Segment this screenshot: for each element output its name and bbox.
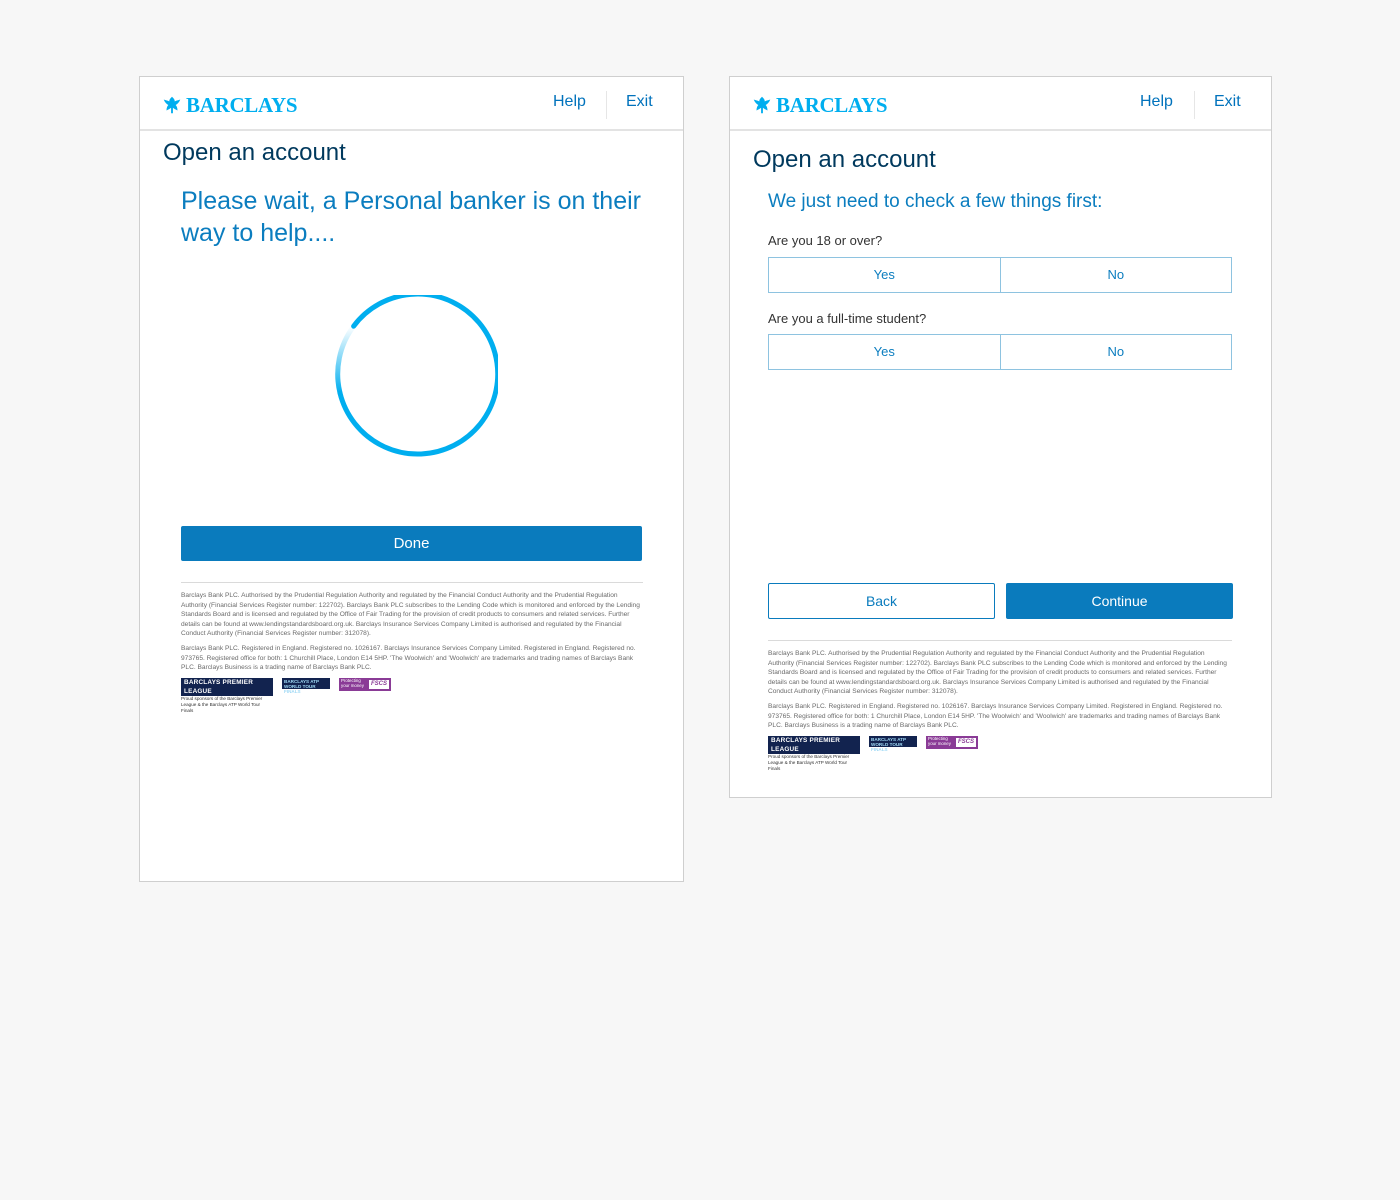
brand-name: BARCLAYS bbox=[776, 92, 888, 117]
student-yes-button[interactable]: Yes bbox=[769, 335, 1000, 369]
premier-league-logo: BARCLAYS PREMIER LEAGUE Proud sponsors of the Barclays Premier League & the Barclays ATP World Tour Finals bbox=[768, 736, 860, 771]
eagle-icon bbox=[751, 94, 773, 116]
question-age-label: Are you 18 or over? bbox=[768, 233, 883, 248]
eligibility-screen bbox=[729, 76, 1272, 798]
legal-text: Barclays Bank PLC. Registered in England. Registered no. 1026167. Barclays Insurance Services Company Limited. Registered in England. Registered no. 973765. Registered office for both: 1 Churchill Place, London E14 5HP. 'The Woolwich' and 'Woolwich' are trademarks and trading names of Barclays Bank PLC. Barclays Business is a trading name of Barclays Bank PLC. bbox=[181, 644, 636, 672]
legal-text: Barclays Bank PLC. Authorised by the Prudential Regulation Authority and regulated by the Financial Conduct Authority and the Prudential Regulation Authority (Financial Services Register number: 122702). Barclays Bank PLC subscribes to the Lending Code which is monitored and enforced by the Lending Standards Board and is licensed and regulated by the Office of Fair Trading for the provision of credit products to consumers and related services. Further details can be found at www.lendingstandardsboard.org.uk. Barclays Insurance Services Company Limited is authorised and regulated by the Financial Conduct Authority (Financial Services Register number: 312078). bbox=[768, 650, 1227, 696]
barclays-logo bbox=[161, 92, 297, 118]
continue-button[interactable]: Continue bbox=[1006, 583, 1233, 619]
sponsor-logos bbox=[768, 736, 1232, 771]
sponsor-logos bbox=[181, 678, 643, 713]
header bbox=[730, 77, 1271, 131]
header-divider bbox=[606, 91, 607, 119]
help-link[interactable]: Help bbox=[553, 93, 586, 110]
barclays-logo bbox=[751, 92, 887, 118]
exit-link[interactable]: Exit bbox=[626, 93, 653, 110]
atp-finals-logo: BARCLAYS ATP WORLD TOUR FINALS bbox=[869, 736, 917, 747]
fscs-logo: Protecting your money FSCS bbox=[926, 736, 978, 749]
legal-footer bbox=[768, 640, 1232, 771]
legal-footer bbox=[181, 582, 643, 713]
header-divider bbox=[1194, 91, 1195, 119]
loading-spinner-icon bbox=[326, 295, 498, 467]
subtitle: We just need to check a few things first: bbox=[768, 191, 1103, 212]
header bbox=[140, 77, 683, 131]
age-yes-button[interactable]: Yes bbox=[769, 258, 1000, 292]
fscs-logo: Protecting your money FSCS bbox=[339, 678, 391, 691]
brand-name: BARCLAYS bbox=[186, 92, 298, 117]
help-link[interactable]: Help bbox=[1140, 93, 1173, 110]
wait-message: Please wait, a Personal banker is on their way to help.... bbox=[181, 187, 641, 247]
done-button[interactable]: Done bbox=[181, 526, 642, 561]
student-toggle bbox=[768, 334, 1232, 370]
premier-league-logo: BARCLAYS PREMIER LEAGUE Proud sponsors of the Barclays Premier League & the Barclays ATP World Tour Finals bbox=[181, 678, 273, 713]
atp-finals-logo: BARCLAYS ATP WORLD TOUR FINALS bbox=[282, 678, 330, 689]
page-title: Open an account bbox=[753, 146, 936, 173]
waiting-screen bbox=[139, 76, 684, 882]
age-no-button[interactable]: No bbox=[1000, 258, 1232, 292]
student-no-button[interactable]: No bbox=[1000, 335, 1232, 369]
back-button[interactable]: Back bbox=[768, 583, 995, 619]
page-title: Open an account bbox=[163, 139, 346, 166]
question-student-label: Are you a full-time student? bbox=[768, 311, 927, 326]
legal-text: Barclays Bank PLC. Registered in England. Registered no. 1026167. Barclays Insurance Services Company Limited. Registered in England. Registered no. 973765. Registered office for both: 1 Churchill Place, London E14 5HP. 'The Woolwich' and 'Woolwich' are trademarks and trading names of Barclays Bank PLC. Barclays Business is a trading name of Barclays Bank PLC. bbox=[768, 702, 1223, 730]
age-toggle bbox=[768, 257, 1232, 293]
eagle-icon bbox=[161, 94, 183, 116]
legal-text: Barclays Bank PLC. Authorised by the Prudential Regulation Authority and regulated by the Financial Conduct Authority and the Prudential Regulation Authority (Financial Services Register number: 122702). Barclays Bank PLC subscribes to the Lending Code which is monitored and enforced by the Lending Standards Board and is licensed and regulated by the Office of Fair Trading for the provision of credit products to consumers and related services. Further details can be found at www.lendingstandardsboard.org.uk. Barclays Insurance Services Company Limited is authorised and regulated by the Financial Conduct Authority (Financial Services Register number: 312078). bbox=[181, 592, 640, 638]
exit-link[interactable]: Exit bbox=[1214, 93, 1241, 110]
